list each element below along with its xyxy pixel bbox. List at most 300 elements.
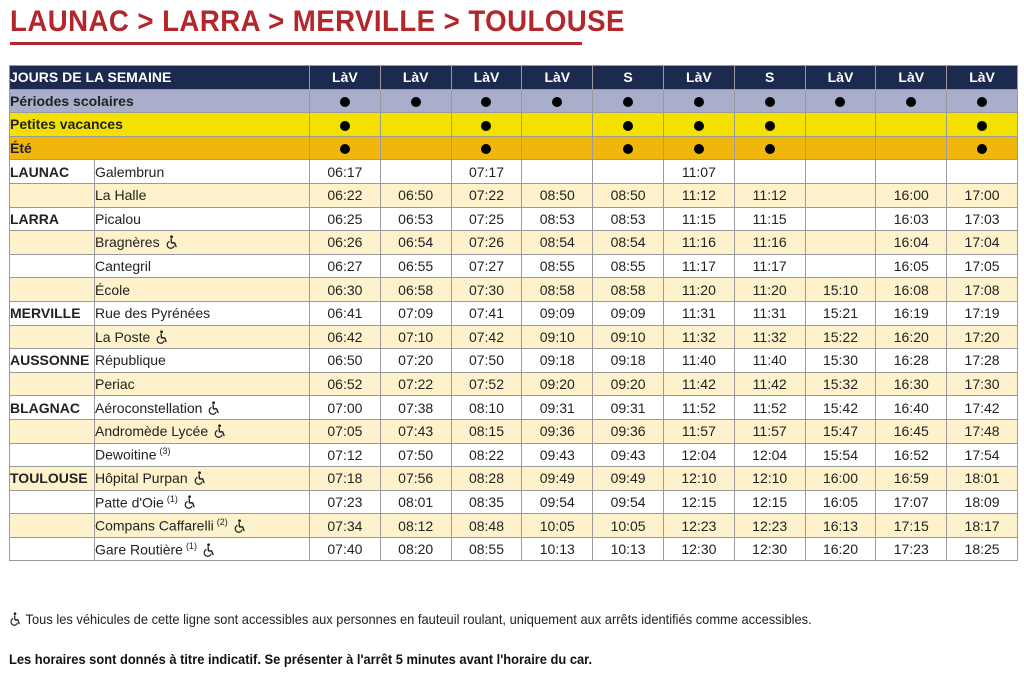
departure-time: 07:20 (380, 349, 451, 373)
departure-time: 11:15 (734, 207, 805, 231)
dot-icon (977, 97, 987, 107)
departure-time: 17:48 (947, 419, 1018, 443)
departure-time: 07:42 (451, 325, 522, 349)
stop-name: Galembrun (95, 163, 165, 180)
wheelchair-icon (228, 518, 247, 534)
departure-time: 18:09 (947, 490, 1018, 514)
departure-time: 16:20 (805, 537, 876, 561)
departure-time: 06:54 (380, 231, 451, 255)
departure-time: 16:30 (876, 372, 947, 396)
stop-row (10, 490, 1018, 514)
period-cell (451, 113, 522, 137)
departure-time: 06:22 (310, 183, 381, 207)
stop-name: École (95, 281, 131, 298)
departure-time: 12:30 (663, 537, 734, 561)
stop-row (10, 419, 1018, 443)
departure-time: 09:18 (593, 349, 664, 373)
dot-icon (765, 97, 775, 107)
departure-time: 12:30 (734, 537, 805, 561)
departure-time: 07:27 (451, 254, 522, 278)
departure-time: 16:52 (876, 443, 947, 467)
stop-cell (95, 301, 310, 325)
departure-time: 11:12 (734, 183, 805, 207)
stop-cell (95, 514, 310, 538)
stop-name: Hôpital Purpan (95, 470, 188, 487)
period-label: Petites vacances (10, 113, 310, 137)
departure-time: 15:30 (805, 349, 876, 373)
wheelchair-icon (197, 542, 216, 558)
departure-time (734, 160, 805, 184)
commune-name: LARRA (10, 207, 95, 231)
stop-row (10, 207, 1018, 231)
dot-icon (977, 121, 987, 131)
dot-icon (765, 121, 775, 131)
title-underline (10, 42, 582, 45)
departure-time: 09:31 (522, 396, 593, 420)
departure-time: 06:55 (380, 254, 451, 278)
departure-time (805, 231, 876, 255)
departure-time: 07:17 (451, 160, 522, 184)
period-cell (380, 89, 451, 113)
departure-time: 16:40 (876, 396, 947, 420)
wheelchair-icon (178, 494, 197, 510)
stop-cell (95, 372, 310, 396)
stop-name: Compans Caffarelli (95, 517, 214, 534)
stop-row (10, 325, 1018, 349)
departure-time: 08:58 (522, 278, 593, 302)
departure-time: 06:26 (310, 231, 381, 255)
stop-name: Cantegril (95, 258, 152, 275)
wheelchair-icon (188, 470, 207, 486)
commune-name: LAUNAC (10, 160, 95, 184)
departure-time: 07:18 (310, 467, 381, 491)
stop-row (10, 443, 1018, 467)
day-header-6: LàV (663, 66, 734, 90)
departure-time: 11:17 (663, 254, 734, 278)
commune-name (10, 325, 95, 349)
departure-time (805, 160, 876, 184)
departure-time: 11:32 (734, 325, 805, 349)
period-label: Périodes scolaires (10, 89, 310, 113)
period-cell (593, 89, 664, 113)
day-header-3: LàV (451, 66, 522, 90)
departure-time: 09:54 (522, 490, 593, 514)
day-header-2: LàV (380, 66, 451, 90)
period-cell (734, 113, 805, 137)
timetable (9, 65, 1018, 561)
period-cell (380, 113, 451, 137)
departure-time: 17:20 (947, 325, 1018, 349)
route-title: LAUNAC > LARRA > MERVILLE > TOULOUSE (10, 5, 625, 38)
departure-time: 09:49 (593, 467, 664, 491)
departure-time: 07:25 (451, 207, 522, 231)
departure-time: 11:16 (734, 231, 805, 255)
departure-time: 11:52 (734, 396, 805, 420)
departure-time: 12:23 (663, 514, 734, 538)
stop-cell (95, 325, 310, 349)
stop-name: Aéroconstellation (95, 399, 203, 416)
dot-icon (481, 144, 491, 154)
departure-time: 09:10 (593, 325, 664, 349)
departure-time: 07:22 (451, 183, 522, 207)
period-cell (805, 113, 876, 137)
departure-time: 11:57 (663, 419, 734, 443)
departure-time: 15:42 (805, 396, 876, 420)
departure-time: 15:10 (805, 278, 876, 302)
commune-name (10, 443, 95, 467)
dot-icon (977, 144, 987, 154)
departure-time: 11:32 (663, 325, 734, 349)
departure-time: 08:20 (380, 537, 451, 561)
departure-time: 09:43 (593, 443, 664, 467)
stop-row (10, 160, 1018, 184)
departure-time: 11:52 (663, 396, 734, 420)
departure-time: 08:10 (451, 396, 522, 420)
departure-time: 06:41 (310, 301, 381, 325)
period-cell (876, 89, 947, 113)
departure-time: 08:55 (451, 537, 522, 561)
departure-time: 07:09 (380, 301, 451, 325)
departure-time (380, 160, 451, 184)
commune-name: MERVILLE (10, 301, 95, 325)
departure-time (805, 254, 876, 278)
departure-time: 10:13 (593, 537, 664, 561)
departure-time: 15:21 (805, 301, 876, 325)
dot-icon (694, 97, 704, 107)
departure-time: 08:54 (593, 231, 664, 255)
departure-time: 12:10 (663, 467, 734, 491)
departure-time: 06:27 (310, 254, 381, 278)
departure-time: 17:03 (947, 207, 1018, 231)
departure-time: 08:50 (593, 183, 664, 207)
period-cell (310, 136, 381, 160)
departure-time: 08:58 (593, 278, 664, 302)
departure-time: 11:16 (663, 231, 734, 255)
departure-time: 12:15 (734, 490, 805, 514)
departure-time: 16:00 (876, 183, 947, 207)
departure-time: 16:45 (876, 419, 947, 443)
departure-time: 07:00 (310, 396, 381, 420)
departure-time: 08:50 (522, 183, 593, 207)
departure-time: 08:22 (451, 443, 522, 467)
departure-time: 07:23 (310, 490, 381, 514)
commune-name (10, 419, 95, 443)
stop-cell (95, 278, 310, 302)
period-cell (593, 136, 664, 160)
departure-time: 11:57 (734, 419, 805, 443)
timetable-body (10, 89, 1018, 561)
period-cell (663, 136, 734, 160)
departure-time: 06:52 (310, 372, 381, 396)
day-header-9: LàV (876, 66, 947, 90)
departure-time: 16:28 (876, 349, 947, 373)
dot-icon (906, 97, 916, 107)
commune-name: AUSSONNE (10, 349, 95, 373)
disclaimer-text: Les horaires sont donnés à titre indicatif. Se présenter à l'arrêt 5 minutes avant l'horaire du car. (9, 651, 593, 667)
stop-cell (95, 231, 310, 255)
period-label: Été (10, 136, 310, 160)
commune-name (10, 278, 95, 302)
departure-time: 12:23 (734, 514, 805, 538)
period-cell (380, 136, 451, 160)
departure-time: 11:17 (734, 254, 805, 278)
departure-time: 09:10 (522, 325, 593, 349)
departure-time: 11:12 (663, 183, 734, 207)
period-cell (522, 89, 593, 113)
departure-time: 17:28 (947, 349, 1018, 373)
departure-time: 15:22 (805, 325, 876, 349)
departure-time: 07:40 (310, 537, 381, 561)
period-cell (876, 136, 947, 160)
dot-icon (623, 121, 633, 131)
dot-icon (481, 97, 491, 107)
departure-time: 06:30 (310, 278, 381, 302)
wheelchair-icon (150, 329, 169, 345)
day-header-4: LàV (522, 66, 593, 90)
departure-time: 17:00 (947, 183, 1018, 207)
departure-time: 16:05 (805, 490, 876, 514)
period-cell (522, 136, 593, 160)
wheelchair-icon (208, 423, 227, 439)
departure-time: 07:56 (380, 467, 451, 491)
departure-time: 12:04 (734, 443, 805, 467)
stop-row (10, 254, 1018, 278)
departure-time: 06:50 (380, 183, 451, 207)
departure-time: 17:15 (876, 514, 947, 538)
stop-cell (95, 443, 310, 467)
period-cell (310, 113, 381, 137)
departure-time (805, 183, 876, 207)
stop-row (10, 278, 1018, 302)
footnote-text: Tous les véhicules de cette ligne sont accessibles aux personnes en fauteuil roulant, uniquement aux arrêts identifiés comme accessibles. (25, 611, 812, 627)
departure-time: 09:54 (593, 490, 664, 514)
departure-time (947, 160, 1018, 184)
period-row-periodes-scolaires (10, 89, 1018, 113)
departure-time: 07:50 (451, 349, 522, 373)
stop-row (10, 349, 1018, 373)
commune-name (10, 183, 95, 207)
commune-name (10, 490, 95, 514)
stop-row (10, 396, 1018, 420)
commune-name: TOULOUSE (10, 467, 95, 491)
stop-row (10, 231, 1018, 255)
departure-time: 07:30 (451, 278, 522, 302)
period-cell (947, 89, 1018, 113)
departure-time: 07:26 (451, 231, 522, 255)
period-cell (663, 89, 734, 113)
stop-row (10, 537, 1018, 561)
stop-name: Gare Routière (95, 541, 183, 558)
stop-cell (95, 490, 310, 514)
departure-time: 09:49 (522, 467, 593, 491)
day-header-10: LàV (947, 66, 1018, 90)
days-header-label: JOURS DE LA SEMAINE (10, 66, 310, 90)
departure-time: 17:04 (947, 231, 1018, 255)
day-header-7: S (734, 66, 805, 90)
period-cell (451, 89, 522, 113)
stop-cell (95, 183, 310, 207)
departure-time: 18:01 (947, 467, 1018, 491)
departure-time: 17:30 (947, 372, 1018, 396)
departure-time: 15:54 (805, 443, 876, 467)
stop-cell (95, 349, 310, 373)
departure-time: 17:42 (947, 396, 1018, 420)
day-header-8: LàV (805, 66, 876, 90)
departure-time: 06:58 (380, 278, 451, 302)
dot-icon (411, 97, 421, 107)
departure-time: 08:53 (522, 207, 593, 231)
day-header-1: LàV (310, 66, 381, 90)
departure-time: 07:05 (310, 419, 381, 443)
dot-icon (623, 97, 633, 107)
departure-time: 08:55 (593, 254, 664, 278)
wheelchair-icon (160, 234, 179, 250)
departure-time: 17:54 (947, 443, 1018, 467)
commune-name (10, 231, 95, 255)
stop-name: Rue des Pyrénées (95, 305, 211, 322)
departure-time: 09:43 (522, 443, 593, 467)
stop-row (10, 514, 1018, 538)
period-cell (734, 89, 805, 113)
stop-row (10, 301, 1018, 325)
period-cell (805, 89, 876, 113)
dot-icon (340, 144, 350, 154)
stop-note-ref: (3) (159, 446, 171, 457)
commune-name (10, 514, 95, 538)
stop-note-ref: (2) (216, 517, 228, 528)
dot-icon (340, 121, 350, 131)
departure-time: 11:31 (734, 301, 805, 325)
departure-time: 07:38 (380, 396, 451, 420)
departure-time (876, 160, 947, 184)
departure-time: 10:05 (593, 514, 664, 538)
dot-icon (694, 121, 704, 131)
departure-time: 07:34 (310, 514, 381, 538)
departure-time: 17:08 (947, 278, 1018, 302)
header-row (10, 66, 1018, 90)
title-block (10, 4, 678, 40)
departure-time (522, 160, 593, 184)
departure-time: 16:05 (876, 254, 947, 278)
period-cell (310, 89, 381, 113)
stop-name: Periac (95, 376, 135, 393)
departure-time: 15:47 (805, 419, 876, 443)
departure-time: 07:41 (451, 301, 522, 325)
commune-name (10, 537, 95, 561)
departure-time: 09:36 (522, 419, 593, 443)
departure-time: 10:05 (522, 514, 593, 538)
dot-icon (694, 144, 704, 154)
departure-time: 06:17 (310, 160, 381, 184)
period-cell (947, 136, 1018, 160)
departure-time: 17:23 (876, 537, 947, 561)
accessibility-footnote (9, 611, 812, 627)
departure-time: 07:22 (380, 372, 451, 396)
departure-time: 11:40 (663, 349, 734, 373)
departure-time: 10:13 (522, 537, 593, 561)
departure-time: 09:09 (593, 301, 664, 325)
departure-time: 06:25 (310, 207, 381, 231)
departure-time: 07:50 (380, 443, 451, 467)
stop-note-ref: (1) (166, 493, 178, 504)
departure-time (593, 160, 664, 184)
stop-cell (95, 160, 310, 184)
wheelchair-icon (9, 612, 22, 626)
stop-cell (95, 537, 310, 561)
stop-cell (95, 396, 310, 420)
stop-name: République (95, 352, 166, 369)
departure-time: 11:15 (663, 207, 734, 231)
departure-time: 07:10 (380, 325, 451, 349)
departure-time: 09:18 (522, 349, 593, 373)
departure-time: 08:28 (451, 467, 522, 491)
wheelchair-icon (202, 400, 221, 416)
departure-time: 09:31 (593, 396, 664, 420)
stop-row (10, 183, 1018, 207)
departure-time: 16:00 (805, 467, 876, 491)
departure-time: 07:12 (310, 443, 381, 467)
commune-name: BLAGNAC (10, 396, 95, 420)
departure-time: 11:42 (734, 372, 805, 396)
departure-time: 16:13 (805, 514, 876, 538)
stop-name: La Poste (95, 328, 151, 345)
period-cell (522, 113, 593, 137)
dot-icon (481, 121, 491, 131)
departure-time: 15:32 (805, 372, 876, 396)
departure-time: 09:09 (522, 301, 593, 325)
period-cell (947, 113, 1018, 137)
departure-time: 16:03 (876, 207, 947, 231)
departure-time: 16:20 (876, 325, 947, 349)
departure-time: 08:35 (451, 490, 522, 514)
commune-name (10, 254, 95, 278)
departure-time: 16:59 (876, 467, 947, 491)
period-cell (805, 136, 876, 160)
stop-row (10, 467, 1018, 491)
stop-cell (95, 419, 310, 443)
departure-time: 08:15 (451, 419, 522, 443)
departure-time: 07:43 (380, 419, 451, 443)
departure-time: 16:19 (876, 301, 947, 325)
stop-name: Andromède Lycée (95, 423, 209, 440)
departure-time (805, 207, 876, 231)
period-row-ete (10, 136, 1018, 160)
departure-time: 09:36 (593, 419, 664, 443)
departure-time: 12:04 (663, 443, 734, 467)
stop-name: La Halle (95, 187, 147, 204)
departure-time: 07:52 (451, 372, 522, 396)
stop-cell (95, 254, 310, 278)
stop-row (10, 372, 1018, 396)
period-cell (734, 136, 805, 160)
departure-time: 06:53 (380, 207, 451, 231)
departure-time: 08:48 (451, 514, 522, 538)
stop-name: Dewoitine (95, 447, 157, 464)
stop-note-ref: (1) (185, 540, 197, 551)
departure-time: 17:05 (947, 254, 1018, 278)
departure-time: 11:07 (663, 160, 734, 184)
dot-icon (835, 97, 845, 107)
stop-name: Patte d'Oie (95, 494, 164, 511)
dot-icon (340, 97, 350, 107)
departure-time: 09:20 (593, 372, 664, 396)
period-cell (663, 113, 734, 137)
period-cell (451, 136, 522, 160)
stop-cell (95, 207, 310, 231)
dot-icon (552, 97, 562, 107)
day-header-5: S (593, 66, 664, 90)
departure-time: 11:20 (663, 278, 734, 302)
